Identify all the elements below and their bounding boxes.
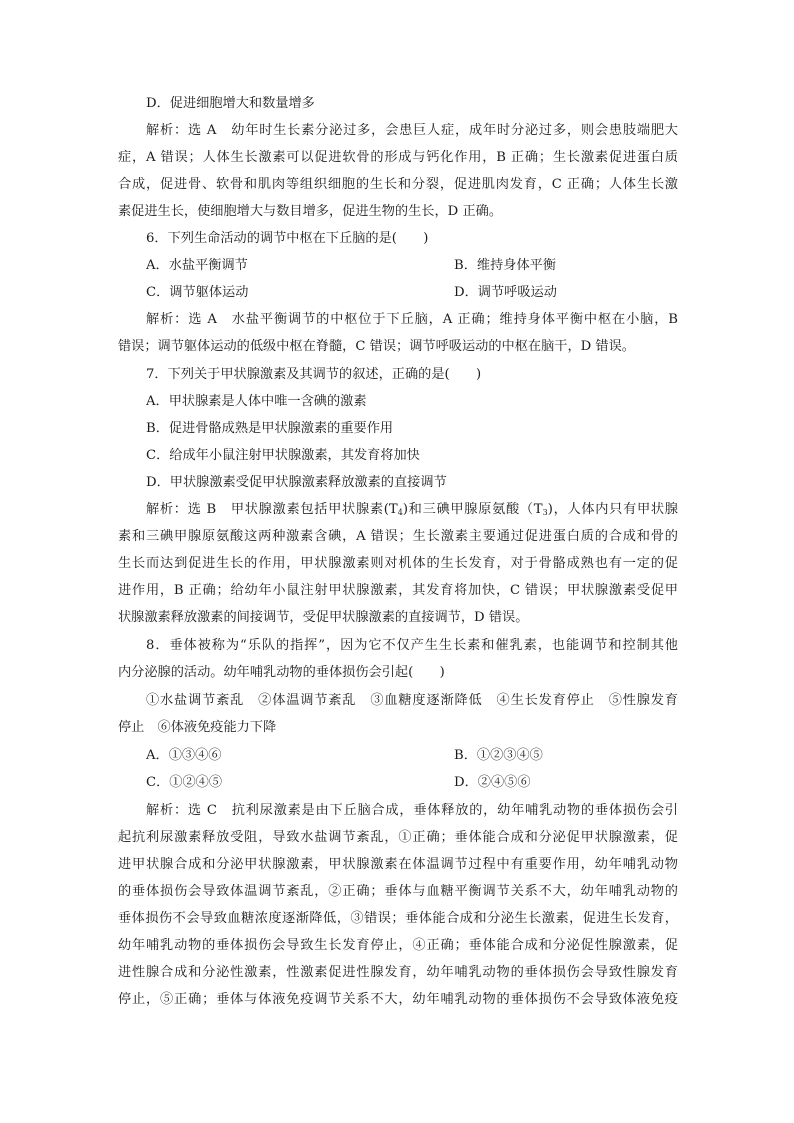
q7-analysis-text: )和三碘甲腺原氨酸（T bbox=[402, 502, 543, 517]
q8-analysis-line: 进性腺合成和分泌性激素，性激素促进性腺发育，幼年哺乳动物的垂体损伤会导致性腺发育 bbox=[118, 965, 678, 980]
q8-option-c: C．①②④⑤ bbox=[146, 775, 223, 790]
q5-analysis-line: 素促进生长，使细胞增大与数目增多，促进生物的生长，D 正确。 bbox=[118, 204, 503, 219]
q5-analysis-line: 合成，促进骨、软骨和肌肉等组织细胞的生长和分裂，促进肌肉发育，C 正确；人体生长激 bbox=[118, 177, 678, 192]
q8-analysis-line: 停止，⑤正确；垂体与体液免疫调节关系不大，幼年哺乳动物的垂体损伤不会导致体液免疫 bbox=[118, 992, 678, 1007]
q5-analysis-line: 症，A 错误；人体生长激素可以促进软骨的形成与钙化作用，B 正确；生长激素促进蛋白质 bbox=[118, 150, 678, 165]
q8-analysis-line: 起抗利尿激素释放受阻，导致水盐调节紊乱，①正确；垂体能合成和分泌促甲状腺激素，促 bbox=[118, 830, 678, 845]
q8-statements-line: 停止 ⑥体液免疫能力下降 bbox=[118, 720, 277, 735]
q8-analysis-line: 解析：选 C 抗利尿激素是由下丘脑合成，垂体释放的，幼年哺乳动物的垂体损伤会引 bbox=[146, 803, 678, 818]
q8-option-b: B．①②③④⑤ bbox=[454, 748, 543, 763]
q7-analysis-text: 解析：选 B 甲状腺激素包括甲状腺素(T bbox=[146, 502, 398, 517]
q7-analysis-line: 素和三碘甲腺原氨酸这两种激素含碘，A 错误；生长激素主要通过促进蛋白质的合成和骨的 bbox=[118, 529, 678, 544]
q5-option-d: D．促进细胞增大和数量增多 bbox=[146, 96, 315, 111]
q6-analysis-line: 错误；调节躯体运动的低级中枢在脊髓，C 错误；调节呼吸运动的中枢在脑干，D 错误。 bbox=[118, 339, 635, 354]
q6-options-row bbox=[146, 281, 678, 305]
q7-option-b: B．促进骨骼成熟是甲状腺激素的重要作用 bbox=[146, 421, 394, 436]
q6-option-a: A．水盐平衡调节 bbox=[146, 258, 248, 273]
q7-option-d: D．甲状腺激素受促甲状腺激素释放激素的直接调节 bbox=[146, 475, 447, 490]
q7-option-c: C．给成年小鼠注射甲状腺激素，其发育将加快 bbox=[146, 448, 420, 463]
q7-analysis-line: 状腺激素释放激素的间接调节，受促甲状腺激素的直接调节，D 错误。 bbox=[118, 610, 529, 625]
q6-option-b: B．维持身体平衡 bbox=[454, 258, 557, 273]
q7-question: 7．下列关于甲状腺激素及其调节的叙述，正确的是( ) bbox=[146, 367, 482, 382]
q6-question: 6．下列生命活动的调节中枢在下丘脑的是( ) bbox=[146, 231, 429, 246]
q8-question-line: 内分泌腺的活动。幼年哺乳动物的垂体损伤会引起( ) bbox=[118, 665, 445, 680]
q8-analysis-line: 的垂体损伤会导致体温调节紊乱，②正确；垂体与血糖平衡调节关系不大，幼年哺乳动物的 bbox=[118, 884, 678, 899]
q8-question-line: 8．垂体被称为“乐队的指挥”，因为它不仅产生生长素和催乳素，也能调节和控制其他 bbox=[146, 638, 678, 653]
q8-analysis-line: 幼年哺乳动物的垂体损伤会导致生长发育停止，④正确；垂体能合成和分泌促性腺激素，促 bbox=[118, 938, 678, 953]
q6-options-row bbox=[146, 254, 678, 278]
q8-analysis-line: 垂体损伤不会导致血糖浓度逐渐降低，③错误；垂体能合成和分泌生长激素，促进生长发育， bbox=[118, 911, 678, 926]
q5-analysis-line: 解析：选 A 幼年时生长素分泌过多，会患巨人症，成年时分泌过多，则会患肢端肥大 bbox=[146, 123, 678, 138]
q8-option-d: D．②④⑤⑥ bbox=[454, 775, 531, 790]
q7-analysis-text: )，人体内只有甲状腺 bbox=[547, 502, 678, 517]
subscript: 4 bbox=[397, 508, 403, 517]
q8-statements-line: ①水盐调节紊乱 ②体温调节紊乱 ③血糖度逐渐降低 ④生长发育停止 ⑤性腺发育 bbox=[146, 693, 678, 708]
q7-analysis-line: 生长而达到促进生长的作用，甲状腺激素则对机体的生长发育，对于骨骼成熟也有一定的促 bbox=[118, 556, 678, 571]
q8-analysis-line: 进甲状腺合成和分泌甲状腺激素，甲状腺激素在体温调节过程中有重要作用，幼年哺乳动物 bbox=[118, 857, 678, 872]
q6-option-c: C．调节躯体运动 bbox=[146, 285, 249, 300]
q6-analysis-line: 解析：选 A 水盐平衡调节的中枢位于下丘脑，A 正确；维持身体平衡中枢在小脑，B bbox=[146, 312, 678, 327]
q8-option-a: A．①③④⑥ bbox=[146, 748, 222, 763]
q7-option-a: A．甲状腺素是人体中唯一含碘的激素 bbox=[146, 394, 367, 409]
q6-option-d: D．调节呼吸运动 bbox=[454, 285, 557, 300]
subscript: 3 bbox=[542, 508, 548, 517]
q8-options-row bbox=[146, 744, 678, 768]
q7-analysis-line bbox=[146, 498, 678, 522]
q7-analysis-line: 进作用，B 正确；给幼年小鼠注射甲状腺激素，其发育将加快，C 错误；甲状腺激素受促甲 bbox=[118, 583, 678, 598]
q8-options-row bbox=[146, 771, 678, 795]
